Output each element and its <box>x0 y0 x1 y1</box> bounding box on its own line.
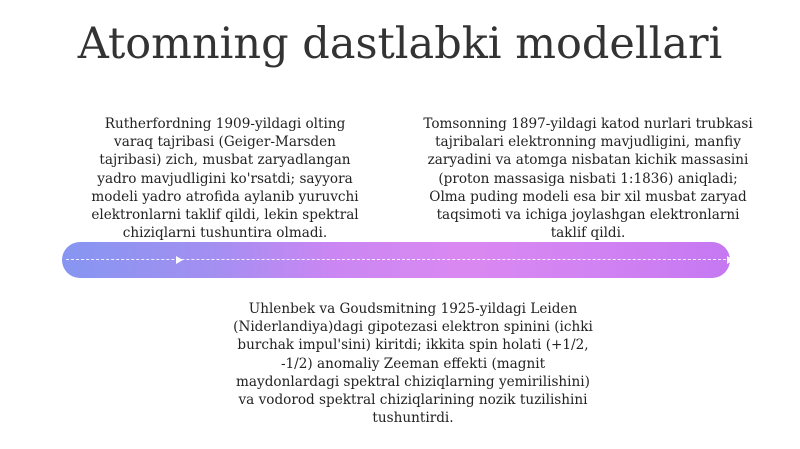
rutherford-description: Rutherfordning 1909-yildagi olting varaq tajribasi (Geiger-Marsden tajribasi) zich, musbat zaryadlangan yadro mavjudligini ko'rsatdi; sayyora modeli yadro atrofida aylanib yuruvchi elektronlarni taklif qildi, lekin spektral chiziqlarni tushuntira olmadi. <box>91 116 359 242</box>
timeline-end-arrow-icon <box>727 256 734 264</box>
timeline-dashed-line <box>66 259 726 260</box>
timeline-bar <box>62 242 730 278</box>
page-title: Atomning dastlabki modellari <box>77 19 723 69</box>
uhlenbeck-goudsmit-description: Uhlenbek va Goudsmitning 1925-yildagi Leiden (Niderlandiya)dagi gipotezasi elektron spinini (ichki burchak impul'sini) kiritdi; ikkita spin holati (+1/2, -1/2) anomaliy Zeeman effekti (magnit maydonlardagi spektral chiziqlarning yemirilishini) va vodorod spektral chiziqlarining nozik tuzilishini tushuntirdi. <box>233 301 593 427</box>
timeline-arrow-icon <box>176 256 183 264</box>
thomson-description: Tomsonning 1897-yildagi katod nurlari trubkasi tajribalari elektronning mavjudligini, manfiy zaryadini va atomga nisbatan kichik massasini (proton massasiga nisbati 1:1836) aniqladi; Olma puding modeli esa bir xil musbat zaryad taqsimoti va ichiga joylashgan elektronlarni taklif qildi. <box>423 116 753 242</box>
